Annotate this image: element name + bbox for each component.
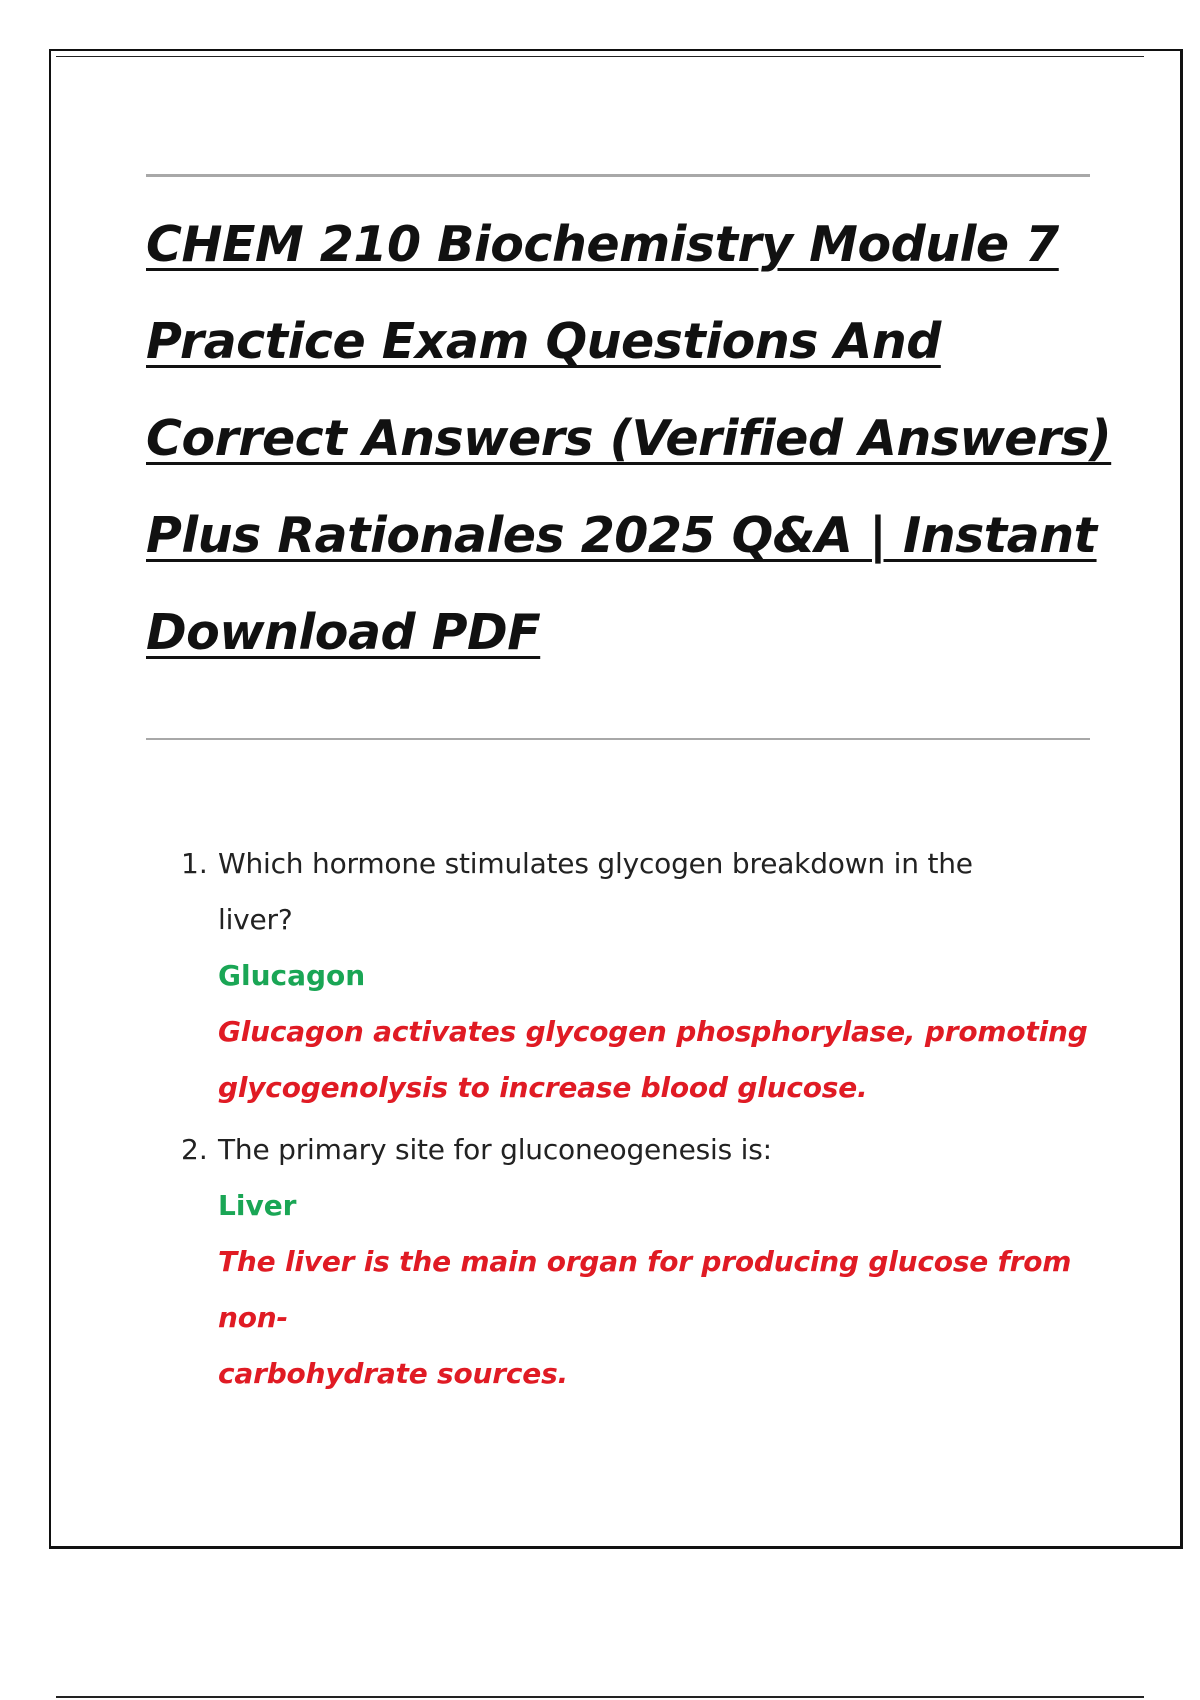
next-page-top-rule <box>56 1696 1144 1698</box>
correct-answer: Glucagon <box>218 959 366 992</box>
document-title <box>146 196 1112 681</box>
question-text: The primary site for gluconeogenesis is: <box>218 1133 772 1166</box>
page-top-rule <box>56 56 1144 57</box>
rationale-text: The liver is the main organ for producing glucose from non- <box>218 1245 1072 1334</box>
question-number: 2. <box>181 1133 208 1166</box>
title-line: Plus Rationales 2025 Q&A | Instant <box>146 507 1097 564</box>
title-bottom-divider <box>146 738 1090 740</box>
title-line: Correct Answers (Verified Answers) <box>146 410 1112 467</box>
title-top-divider <box>146 174 1090 177</box>
question-item <box>178 836 1098 1116</box>
rationale-text: Glucagon activates glycogen phosphorylase, promoting <box>218 1015 1088 1048</box>
question-number: 1. <box>181 847 208 880</box>
question-item <box>178 1122 1098 1402</box>
question-list <box>178 836 1098 1402</box>
title-line: CHEM 210 Biochemistry Module 7 <box>146 216 1059 273</box>
title-line: Practice Exam Questions And <box>146 313 941 370</box>
title-line: Download PDF <box>146 604 541 661</box>
rationale-text: carbohydrate sources. <box>218 1357 568 1390</box>
rationale-text: glycogenolysis to increase blood glucose. <box>218 1071 868 1104</box>
question-text: Which hormone stimulates glycogen breakdown in the <box>218 847 973 880</box>
correct-answer: Liver <box>218 1189 297 1222</box>
question-text: liver? <box>218 903 293 936</box>
